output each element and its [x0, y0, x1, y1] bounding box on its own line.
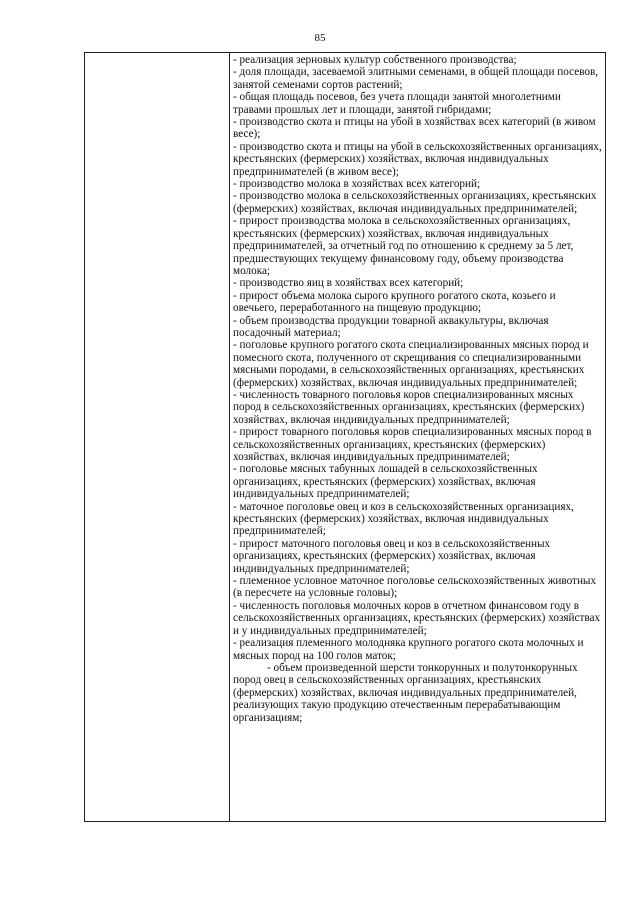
table-right-cell — [230, 53, 605, 821]
list-item: - реализация племенного молодняка крупного рогатого скота молочных и мясных пород на 100 голов маток; — [233, 637, 584, 662]
list-item: - производство молока в сельскохозяйственных организациях, крестьянских (фермерских) хозяйствах, включая индивидуальных предпринимателей; — [233, 190, 597, 215]
list-item: - прирост товарного поголовья коров специализированных мясных пород в сельскохозяйственных организациях, крестьянских (фермерских) хозяйствах, включая индивидуальных предпринимателей; — [233, 426, 592, 463]
list-item: - прирост производства молока в сельскохозяйственных организациях, крестьянских (фермерских) хозяйствах, включая индивидуальных предпринимателей, за отчетный год по отношению к среднему за 5 лет, предшествующих текущему финансовому году, объему производства молока; — [233, 215, 574, 277]
list-item: - производство скота и птицы на убой в хозяйствах всех категорий (в живом весе); — [233, 116, 596, 141]
list-item: - численность товарного поголовья коров специализированных мясных пород в сельскохозяйственных организациях, крестьянских (фермерских) хозяйствах, включая индивидуальных предпринимателей; — [233, 388, 585, 426]
list-item: - племенное условное маточное поголовье сельскохозяйственных животных (в пересчете на условные головы); — [233, 575, 597, 600]
list-item: - численность поголовья молочных коров в отчетном финансовом году в сельскохозяйственных организациях, крестьянских (фермерских) хозяйствах и у индивидуальных предпринимателей; — [233, 599, 601, 637]
table-left-cell — [85, 53, 230, 821]
list-item: - производство яиц в хозяйствах всех категорий; — [233, 277, 464, 290]
list-item: - прирост маточного поголовья овец и коз в сельскохозяйственных организациях, крестьянских (фермерских) хозяйствах, включая индивидуальных предпринимателей; — [233, 537, 551, 575]
list-item: - маточное поголовье овец и коз в сельскохозяйственных организациях, крестьянских (фермерских) хозяйствах, включая индивидуальных предпринимателей; — [233, 500, 574, 538]
page-number: 85 — [314, 32, 326, 44]
list-item: - общая площадь посевов, без учета площади занятой многолетними травами прошлых лет и площади, занятой гибридами; — [233, 91, 561, 116]
list-item: - поголовье мясных табунных лошадей в сельскохозяйственных организациях, крестьянских (фермерских) хозяйствах, включая индивидуальных предпринимателей; — [233, 463, 538, 501]
list-item: - объем произведенной шерсти тонкорунных и полутонкорунных пород овец в сельскохозяйственных организациях, крестьянских (фермерских) хозяйствах, включая индивидуальных предпринимателей, реализующих такую продукцию отечественным перерабатывающим организациям; — [233, 661, 578, 724]
indicator-table — [84, 52, 606, 822]
list-item: - поголовье крупного рогатого скота специализированных мясных пород и помесного скота, полученного от скрещивания со специализированными мясными породами, в сельскохозяйственных организациях, крестьянских (фермерских) хозяйствах, включая индивидуальных предпринимателей; — [233, 339, 589, 389]
list-item: - прирост объема молока сырого крупного рогатого скота, козьего и овечьего, переработанного на пищевую продукцию; — [233, 289, 556, 315]
list-item: - производство молока в хозяйствах всех категорий; — [233, 178, 481, 191]
list-item: - производство скота и птицы на убой в сельскохозяйственных организациях, крестьянских (фермерских) хозяйствах, включая индивидуальных предпринимателей (в живом весе); — [233, 140, 602, 178]
list-item: - реализация зерновых культур собственного производства; — [233, 54, 517, 66]
list-item: - доля площади, засеваемой элитными семенами, в общей площади посевов, занятой семенами сортов растений; — [233, 66, 599, 91]
list-item: - объем производства продукции товарной аквакультуры, включая посадочный материал; — [233, 314, 549, 339]
